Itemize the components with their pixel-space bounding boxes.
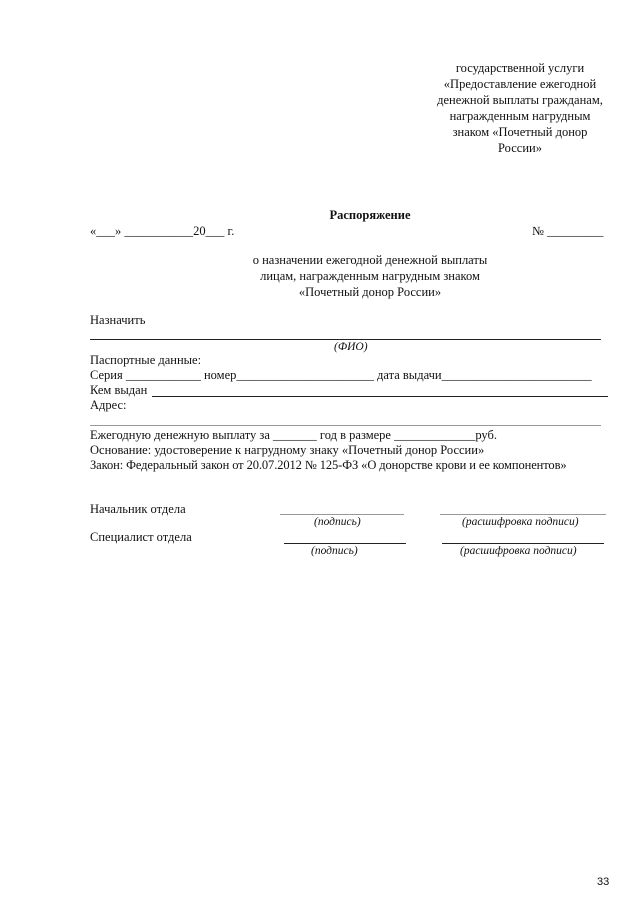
header-line: знаком «Почетный донор (452, 125, 588, 139)
header-line: государственной услуги (455, 61, 585, 75)
payment-year-blank: _______ (273, 428, 317, 442)
payment-prefix: Ежегодную денежную выплату за (90, 428, 270, 442)
head-decoding-line (440, 514, 606, 515)
passport-row (90, 368, 592, 383)
assign-label: Назначить (90, 313, 146, 327)
specialist-label: Специалист отдела (90, 530, 192, 544)
head-decoding-hint: (расшифровка подписи) (462, 516, 579, 528)
fio-line (90, 339, 601, 340)
date-year-suffix: г. (227, 224, 235, 238)
subject-line: лицам, награжденным нагрудным знаком (260, 269, 480, 283)
specialist-decoding-line (442, 543, 604, 544)
issue-date-blank: ________________________ (441, 368, 592, 382)
series-blank: ____________ (125, 368, 201, 382)
address-line (90, 425, 601, 426)
passport-label: Паспортные данные: (90, 353, 202, 367)
order-number (532, 224, 603, 239)
basis-text: Основание: удостоверение к нагрудному знаку «Почетный донор России» (90, 443, 485, 457)
payment-row (90, 428, 497, 443)
header-line: России» (498, 141, 542, 155)
header-block (420, 60, 620, 156)
date-row (90, 224, 234, 239)
law-text: Закон: Федеральный закон от 20.07.2012 № 125-ФЗ «О донорстве крови и ее компонентов» (90, 458, 567, 472)
specialist-decoding-hint: (расшифровка подписи) (460, 545, 577, 557)
passport-number-blank: ______________________ (236, 368, 374, 382)
date-day: «___» (90, 224, 122, 238)
specialist-signature-line (284, 543, 406, 544)
payment-mid: год в размере (319, 428, 391, 442)
document-title: Распоряжение (329, 208, 411, 222)
header-line: награжденным нагрудным (449, 109, 591, 123)
payment-suffix: руб. (475, 428, 497, 442)
subject-block (190, 252, 550, 300)
order-number-label: № (532, 224, 544, 238)
order-number-blank: _________ (547, 224, 604, 238)
date-month: ___________ (124, 224, 194, 238)
address-label: Адрес: (90, 398, 127, 412)
passport-number-label: номер (203, 368, 237, 382)
head-label: Начальник отдела (90, 502, 186, 516)
fio-hint: (ФИО) (334, 341, 368, 353)
series-label: Серия (90, 368, 123, 382)
head-signature-hint: (подпись) (314, 516, 361, 528)
specialist-signature-hint: (подпись) (311, 545, 358, 557)
subject-line: о назначении ежегодной денежной выплаты (252, 253, 488, 267)
head-signature-line (280, 514, 404, 515)
date-year: 20___ (193, 224, 225, 238)
payment-amount-blank: _____________ (394, 428, 476, 442)
issued-by-line (152, 396, 608, 397)
header-line: денежной выплаты гражданам, (437, 93, 603, 107)
page-number: 33 (597, 876, 610, 888)
issued-by-label: Кем выдан (90, 383, 148, 397)
subject-line: «Почетный донор России» (298, 285, 442, 299)
header-line: «Предоставление ежегодной (443, 77, 597, 91)
issue-date-label: дата выдачи (377, 368, 442, 382)
